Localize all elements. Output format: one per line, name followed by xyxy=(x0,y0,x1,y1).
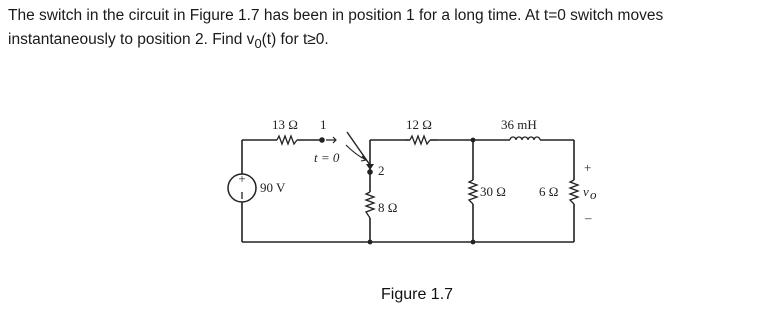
source-plus-sign: + xyxy=(238,171,246,186)
resistor-8-label: 8 Ω xyxy=(378,200,398,215)
output-voltage-vo xyxy=(583,160,597,225)
figure-caption: Figure 1.7 xyxy=(381,286,454,303)
problem-line-1: The switch in the circuit in Figure 1.7 has been in position 1 for a long time. At t=0 switch moves xyxy=(8,7,664,24)
switch xyxy=(314,117,385,178)
problem-line-2-end: (t) for t≥0. xyxy=(261,31,329,48)
resistor-30-ohm xyxy=(469,180,506,204)
resistor-30-label: 30 Ω xyxy=(480,184,506,199)
vo-main-label: v xyxy=(583,184,589,199)
resistor-8-ohm xyxy=(366,192,397,218)
inductor-label: 36 mH xyxy=(501,117,537,132)
resistor-6-label: 6 Ω xyxy=(539,184,559,199)
inductor-36-mh xyxy=(501,117,540,140)
vo-minus-sign: – xyxy=(585,210,592,225)
resistor-12-label: 12 Ω xyxy=(406,117,432,132)
vo-plus-sign: + xyxy=(584,160,592,175)
resistor-12-ohm xyxy=(405,117,437,144)
switch-position-2-label: 2 xyxy=(378,163,385,178)
switch-position-1-label: 1 xyxy=(320,117,327,132)
problem-line-2-subscript: 0 xyxy=(254,36,262,52)
resistor-13-label: 13 Ω xyxy=(272,117,298,132)
problem-line-2-text: instantaneously to position 2. Find v xyxy=(8,31,255,48)
resistor-6-ohm xyxy=(539,180,578,204)
voltage-source xyxy=(228,171,286,202)
switch-time-label: t = 0 xyxy=(314,150,340,165)
vo-subscript-label: o xyxy=(590,187,597,202)
circuit-wires xyxy=(242,140,574,242)
source-voltage-label: 90 V xyxy=(260,180,286,195)
junction-dots xyxy=(368,138,476,245)
